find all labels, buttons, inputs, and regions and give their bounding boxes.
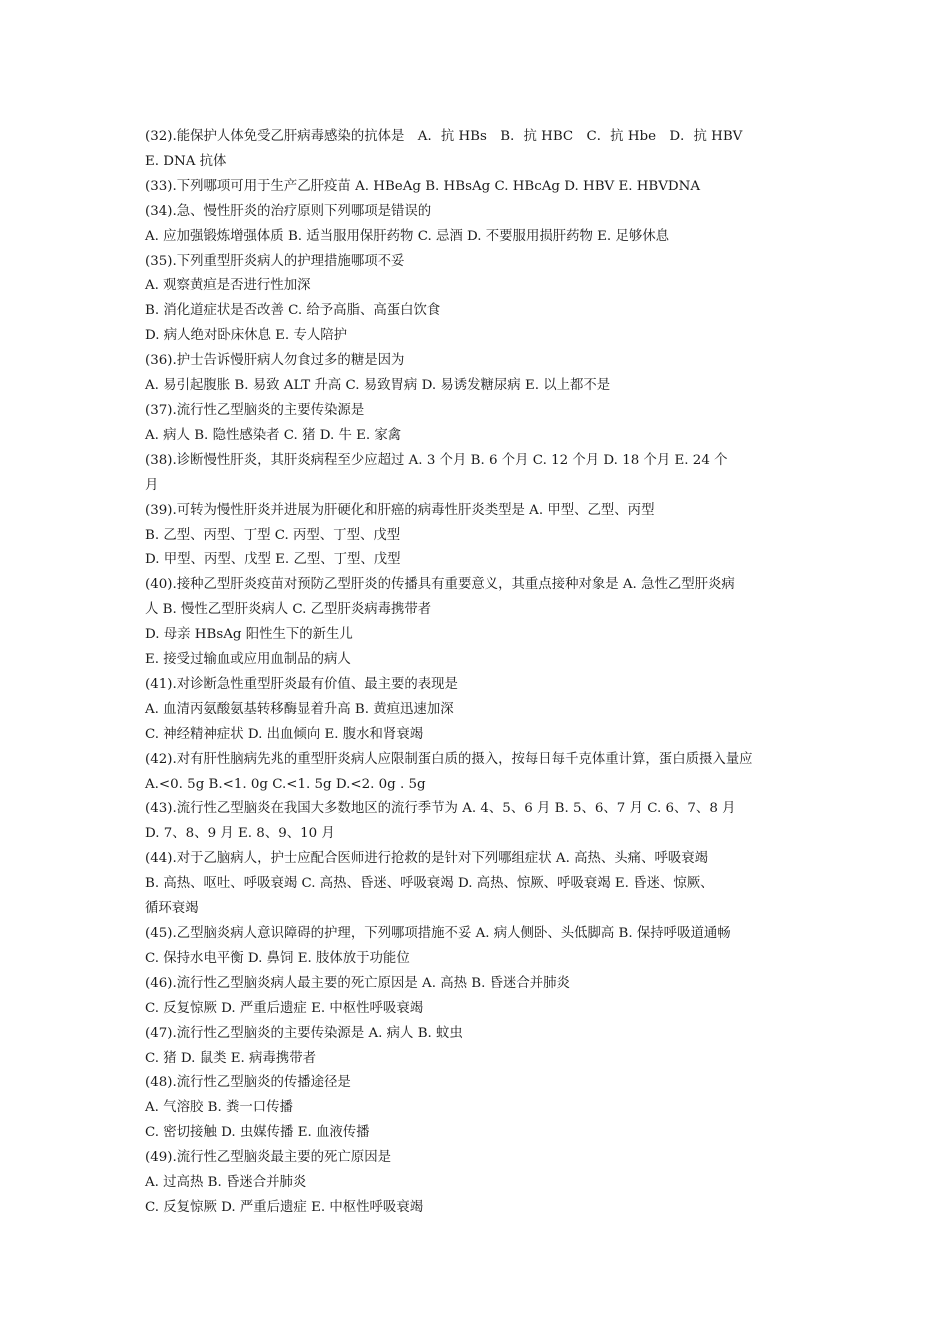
text-line: B. 乙型、丙型、丁型 C. 丙型、丁型、戊型 — [145, 527, 401, 543]
text-line: B. 消化道症状是否改善 C. 给予高脂、高蛋白饮食 — [145, 303, 441, 319]
text-line: (32).能保护人体免受乙肝病毒感染的抗体是 A．抗 HBs B．抗 HBC C．抗 Hbe D．抗 HBV — [145, 129, 743, 144]
text-line: C. 猪 D. 鼠类 E. 病毒携带者 — [145, 1050, 316, 1066]
text-line: C. 神经精神症状 D. 出血倾向 E. 腹水和肾衰竭 — [145, 726, 424, 742]
question-list — [145, 125, 817, 1221]
text-line: (48).流行性乙型脑炎的传播途径是 — [145, 1075, 351, 1091]
text-line: (37).流行性乙型脑炎的主要传染源是 — [145, 402, 365, 418]
text-line: (40).接种乙型肝炎疫苗对预防乙型肝炎的传播具有重要意义，其重点接种对象是 A. 急性乙型肝炎病 — [145, 577, 735, 593]
text-line: (49).流行性乙型脑炎最主要的死亡原因是 — [145, 1150, 391, 1166]
text-line: (46).流行性乙型脑炎病人最主要的死亡原因是 A. 高热 B. 昏迷合并肺炎 — [145, 975, 570, 991]
text-line: A. 观察黄疸是否进行性加深 — [145, 278, 311, 294]
text-line: D. 病人绝对卧床休息 E. 专人陪护 — [145, 328, 348, 344]
text-line: (44).对于乙脑病人，护士应配合医师进行抢救的是针对下列哪组症状 A. 高热、头痛、呼吸衰竭 — [145, 851, 709, 867]
text-line: (43).流行性乙型脑炎在我国大多数地区的流行季节为 A. 4、5、6 月 B. 5、6、7 月 C. 6、7、8 月 — [145, 801, 736, 817]
text-line: (38).诊断慢性肝炎，其肝炎病程至少应超过 A. 3 个月 B. 6 个月 C. 12 个月 D. 18 个月 E. 24 个 — [145, 452, 728, 468]
text-line: A. 过高热 B. 昏迷合并肺炎 — [145, 1175, 307, 1191]
text-line: A. 病人 B. 隐性感染者 C. 猪 D. 牛 E. 家禽 — [145, 427, 402, 443]
text-line: (47).流行性乙型脑炎的主要传染源是 A. 病人 B. 蚊虫 — [145, 1025, 463, 1041]
text-line: E. 接受过输血或应用血制品的病人 — [145, 652, 351, 668]
text-line: A. 气溶胶 B. 粪一口传播 — [145, 1100, 293, 1116]
text-line: E. DNA 抗体 — [145, 153, 227, 169]
text-line: (34).急、慢性肝炎的治疗原则下列哪项是错误的 — [145, 203, 432, 219]
text-line: B. 高热、呕吐、呼吸衰竭 C. 高热、昏迷、呼吸衰竭 D. 高热、惊厥、呼吸衰竭 E. 昏迷、惊厥、 — [145, 876, 714, 892]
text-line: A. 血清丙氨酸氨基转移酶显着升高 B. 黄疸迅速加深 — [145, 701, 454, 717]
text-line: C. 反复惊厥 D. 严重后遗症 E. 中枢性呼吸衰竭 — [145, 1000, 424, 1016]
text-line: A. 应加强锻炼增强体质 B. 适当服用保肝药物 C. 忌酒 D. 不要服用损肝药物 E. 足够休息 — [145, 228, 670, 244]
text-line: C. 反复惊厥 D. 严重后遗症 E. 中枢性呼吸衰竭 — [145, 1199, 424, 1215]
text-line: (39).可转为慢性肝炎并进展为肝硬化和肝癌的病毒性肝炎类型是 A. 甲型、乙型、丙型 — [145, 502, 655, 518]
text-line: (45).乙型脑炎病人意识障碍的护理，下列哪项措施不妥 A. 病人侧卧、头低脚高 B. 保持呼吸道通畅 — [145, 926, 731, 941]
text-line: (36).护士告诉慢肝病人勿食过多的糖是因为 — [145, 353, 405, 369]
text-line: D. 母亲 HBsAg 阳性生下的新生儿 — [145, 627, 353, 643]
text-line: (41).对诊断急性重型肝炎最有价值、最主要的表现是 — [145, 676, 458, 692]
text-line: C. 密切接触 D. 虫媒传播 E. 血液传播 — [145, 1125, 370, 1141]
text-line: D. 7、8、9 月 E. 8、9、10 月 — [145, 826, 335, 842]
text-line: 循环衰竭 — [145, 901, 199, 917]
text-line: D. 甲型、丙型、戊型 E. 乙型、丁型、戊型 — [145, 552, 401, 568]
text-line: 月 — [145, 477, 159, 493]
text-line: 人 B. 慢性乙型肝炎病人 C. 乙型肝炎病毒携带者 — [145, 602, 432, 618]
text-line: A.<0. 5g B.<1. 0g C.<1. 5g D.<2. 0g . 5g — [145, 776, 426, 792]
text-line: A. 易引起腹胀 B. 易致 ALT 升高 C. 易致胃病 D. 易诱发糖尿病 E. 以上都不是 — [145, 378, 611, 394]
text-line: (35).下列重型肝炎病人的护理措施哪项不妥 — [145, 253, 405, 269]
text-line: (42).对有肝性脑病先兆的重型肝炎病人应限制蛋白质的摄入，按每日每千克体重计算，蛋白质摄入量应 — [145, 751, 753, 767]
text-line: (33).下列哪项可用于生产乙肝疫苗 A. HBeAg B. HBsAg C. HBcAg D. HBV E. HBVDNA — [145, 178, 701, 194]
text-line: C. 保持水电平衡 D. 鼻饲 E. 肢体放于功能位 — [145, 950, 410, 966]
